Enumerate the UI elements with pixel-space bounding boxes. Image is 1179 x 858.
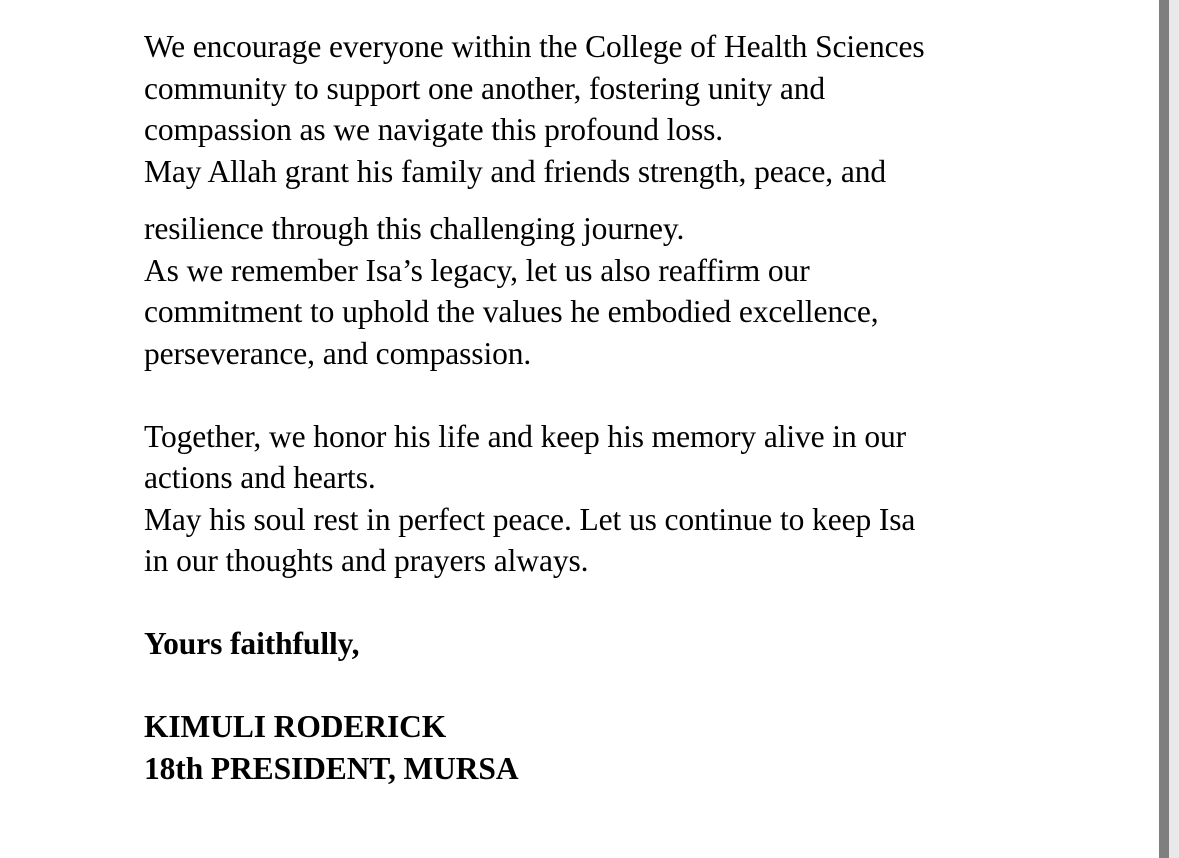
text-line: actions and hearts. — [144, 460, 376, 495]
paragraph-memory — [144, 416, 1144, 582]
text-line: in our thoughts and prayers always. — [144, 543, 589, 578]
paragraph-legacy — [144, 208, 1144, 374]
text-line: commitment to uphold the values he embodied excellence, — [144, 294, 879, 329]
spacer — [144, 192, 1144, 208]
paragraph-unity — [144, 26, 1144, 192]
text-line: compassion as we navigate this profound loss. — [144, 112, 724, 147]
text-line: As we remember Isa’s legacy, let us also reaffirm our — [144, 252, 810, 288]
signatory-name: KIMULI RODERICK — [144, 709, 447, 744]
closing-salutation: Yours faithfully, — [144, 626, 360, 661]
spacer — [144, 582, 1144, 624]
text-line: Together, we honor his life and keep his memory alive in our — [144, 418, 907, 454]
text-line: May his soul rest in perfect peace. Let us continue to keep Isa — [144, 501, 916, 537]
text-line: We encourage everyone within the College of Health Sciences — [144, 29, 925, 64]
signatory-title: 18th PRESIDENT, MURSA — [144, 750, 519, 786]
text-line: resilience through this challenging journey. — [144, 211, 685, 246]
letter-body — [144, 26, 1144, 789]
text-line: community to support one another, fostering unity and — [144, 70, 826, 106]
spacer — [144, 374, 1144, 416]
page-border — [1159, 0, 1169, 858]
spacer — [144, 665, 1144, 707]
text-line: perseverance, and compassion. — [144, 335, 532, 371]
text-line: May Allah grant his family and friends strength, peace, and — [144, 153, 887, 189]
viewer-background — [1169, 0, 1179, 858]
